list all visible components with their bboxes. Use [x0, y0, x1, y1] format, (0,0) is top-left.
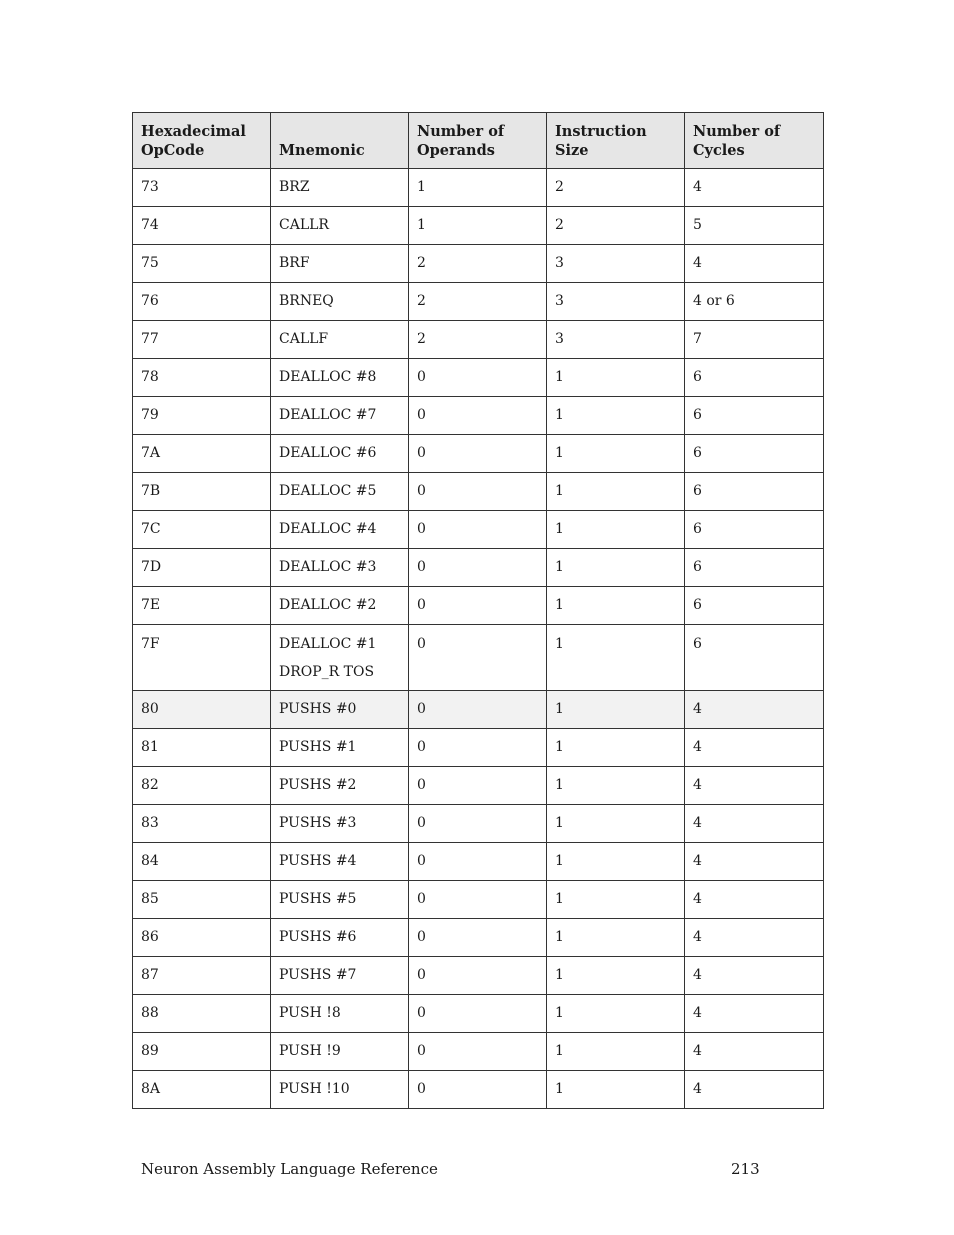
cell-opcode: 7F	[133, 625, 271, 691]
mnemonic-line: PUSHS #4	[279, 853, 357, 869]
table-row	[133, 995, 824, 1033]
cell-size: 1	[547, 957, 685, 995]
cell-opcode: 75	[133, 245, 271, 283]
mnemonic-line: DEALLOC #7	[279, 407, 377, 423]
cell-size: 1	[547, 511, 685, 549]
cell-cycles: 4	[685, 1033, 824, 1071]
table-row	[133, 1071, 824, 1109]
table-row	[133, 359, 824, 397]
cell-cycles: 7	[685, 321, 824, 359]
header-cycles	[685, 113, 824, 169]
cell-mnemonic	[271, 397, 409, 435]
cell-operands: 0	[409, 1071, 547, 1109]
cell-operands: 0	[409, 995, 547, 1033]
cell-cycles: 6	[685, 359, 824, 397]
cell-operands: 0	[409, 511, 547, 549]
mnemonic-line: PUSHS #0	[279, 701, 357, 717]
table-header	[133, 113, 824, 169]
mnemonic-line: BRF	[279, 255, 310, 271]
cell-opcode: 7D	[133, 549, 271, 587]
cell-opcode: 79	[133, 397, 271, 435]
cell-operands: 0	[409, 843, 547, 881]
cell-cycles: 4	[685, 1071, 824, 1109]
cell-opcode: 84	[133, 843, 271, 881]
cell-cycles: 4	[685, 957, 824, 995]
cell-mnemonic	[271, 625, 409, 691]
mnemonic-line: DEALLOC #5	[279, 483, 377, 499]
cell-size: 3	[547, 321, 685, 359]
mnemonic-line: PUSH !8	[279, 1005, 341, 1021]
cell-opcode: 83	[133, 805, 271, 843]
header-size-line-2: Size	[555, 142, 589, 159]
header-cycles-line-1: Number of	[693, 123, 781, 140]
mnemonic-line: PUSHS #3	[279, 815, 357, 831]
cell-opcode: 8A	[133, 1071, 271, 1109]
table-row	[133, 321, 824, 359]
cell-operands: 0	[409, 1033, 547, 1071]
cell-size: 3	[547, 283, 685, 321]
cell-size: 1	[547, 473, 685, 511]
cell-size: 1	[547, 767, 685, 805]
mnemonic-line: DEALLOC #4	[279, 521, 377, 537]
cell-operands: 0	[409, 767, 547, 805]
table-row	[133, 691, 824, 729]
cell-opcode: 85	[133, 881, 271, 919]
cell-cycles: 6	[685, 435, 824, 473]
cell-opcode: 74	[133, 207, 271, 245]
mnemonic-line: CALLF	[279, 331, 329, 347]
cell-mnemonic	[271, 995, 409, 1033]
cell-mnemonic	[271, 207, 409, 245]
cell-size: 1	[547, 881, 685, 919]
mnemonic-line: DEALLOC #2	[279, 597, 377, 613]
table-row	[133, 881, 824, 919]
cell-cycles: 6	[685, 587, 824, 625]
cell-operands: 0	[409, 359, 547, 397]
mnemonic-line: PUSHS #1	[279, 739, 357, 755]
cell-size: 1	[547, 843, 685, 881]
table-row	[133, 245, 824, 283]
mnemonic-line: PUSH !9	[279, 1043, 341, 1059]
mnemonic-line: PUSHS #7	[279, 967, 357, 983]
table-row	[133, 729, 824, 767]
table-row	[133, 625, 824, 691]
cell-cycles: 4	[685, 995, 824, 1033]
table-row	[133, 283, 824, 321]
cell-mnemonic	[271, 587, 409, 625]
table-row	[133, 843, 824, 881]
header-opcode	[133, 113, 271, 169]
cell-cycles: 4	[685, 919, 824, 957]
mnemonic-line: PUSHS #6	[279, 929, 357, 945]
cell-cycles: 6	[685, 397, 824, 435]
cell-size: 1	[547, 1033, 685, 1071]
cell-size: 3	[547, 245, 685, 283]
cell-operands: 0	[409, 435, 547, 473]
table-row	[133, 587, 824, 625]
cell-opcode: 7A	[133, 435, 271, 473]
cell-mnemonic	[271, 957, 409, 995]
mnemonic-line: DEALLOC #3	[279, 559, 377, 575]
cell-opcode: 88	[133, 995, 271, 1033]
mnemonic-line: BRZ	[279, 179, 310, 195]
header-operands-line-1: Number of	[417, 123, 505, 140]
mnemonic-line: CALLR	[279, 217, 329, 233]
cell-cycles: 6	[685, 511, 824, 549]
cell-mnemonic	[271, 359, 409, 397]
cell-opcode: 89	[133, 1033, 271, 1071]
cell-operands: 0	[409, 549, 547, 587]
cell-mnemonic	[271, 245, 409, 283]
cell-operands: 0	[409, 473, 547, 511]
cell-opcode: 78	[133, 359, 271, 397]
cell-operands: 0	[409, 625, 547, 691]
cell-mnemonic	[271, 283, 409, 321]
cell-opcode: 7C	[133, 511, 271, 549]
table-row	[133, 397, 824, 435]
cell-size: 1	[547, 919, 685, 957]
cell-cycles: 4	[685, 843, 824, 881]
cell-cycles: 4	[685, 245, 824, 283]
mnemonic-line: PUSHS #2	[279, 777, 357, 793]
cell-operands: 1	[409, 207, 547, 245]
cell-opcode: 73	[133, 169, 271, 207]
header-size-line-1: Instruction	[555, 123, 647, 140]
cell-opcode: 86	[133, 919, 271, 957]
cell-size: 2	[547, 207, 685, 245]
cell-cycles: 4	[685, 691, 824, 729]
cell-mnemonic	[271, 321, 409, 359]
table-row	[133, 169, 824, 207]
cell-mnemonic	[271, 881, 409, 919]
table-row	[133, 435, 824, 473]
header-opcode-line-2: OpCode	[141, 142, 205, 159]
footer-document-title: Neuron Assembly Language Reference	[141, 1160, 438, 1178]
mnemonic-line: DEALLOC #6	[279, 445, 377, 461]
table-row	[133, 511, 824, 549]
header-row	[133, 113, 824, 169]
cell-cycles: 6	[685, 473, 824, 511]
cell-mnemonic	[271, 729, 409, 767]
mnemonic-line: PUSHS #5	[279, 891, 357, 907]
table-row	[133, 957, 824, 995]
table-body	[133, 169, 824, 1109]
mnemonic-line: DEALLOC #1	[279, 636, 377, 652]
cell-operands: 0	[409, 691, 547, 729]
cell-mnemonic	[271, 805, 409, 843]
cell-operands: 1	[409, 169, 547, 207]
header-opcode-line-1: Hexadecimal	[141, 123, 246, 140]
cell-operands: 0	[409, 919, 547, 957]
cell-opcode: 81	[133, 729, 271, 767]
table-row	[133, 473, 824, 511]
cell-operands: 0	[409, 587, 547, 625]
cell-opcode: 87	[133, 957, 271, 995]
cell-cycles: 4	[685, 805, 824, 843]
cell-cycles: 4	[685, 169, 824, 207]
cell-cycles: 4	[685, 881, 824, 919]
cell-operands: 0	[409, 957, 547, 995]
cell-mnemonic	[271, 691, 409, 729]
cell-cycles: 6	[685, 549, 824, 587]
cell-size: 1	[547, 995, 685, 1033]
table-row	[133, 207, 824, 245]
cell-cycles: 6	[685, 625, 824, 691]
header-operands	[409, 113, 547, 169]
mnemonic-line: PUSH !10	[279, 1081, 350, 1097]
cell-mnemonic	[271, 919, 409, 957]
cell-size: 1	[547, 587, 685, 625]
cell-operands: 0	[409, 729, 547, 767]
cell-size: 1	[547, 625, 685, 691]
cell-size: 1	[547, 435, 685, 473]
cell-operands: 0	[409, 397, 547, 435]
cell-operands: 2	[409, 245, 547, 283]
cell-opcode: 76	[133, 283, 271, 321]
cell-mnemonic	[271, 843, 409, 881]
table-row	[133, 919, 824, 957]
mnemonic-line: DROP_R TOS	[279, 664, 375, 680]
cell-size: 1	[547, 729, 685, 767]
cell-opcode: 82	[133, 767, 271, 805]
cell-mnemonic	[271, 511, 409, 549]
cell-size: 1	[547, 691, 685, 729]
cell-size: 1	[547, 805, 685, 843]
table-row	[133, 1033, 824, 1071]
cell-opcode: 7E	[133, 587, 271, 625]
cell-operands: 0	[409, 805, 547, 843]
cell-cycles: 4	[685, 729, 824, 767]
cell-cycles: 4 or 6	[685, 283, 824, 321]
cell-operands: 0	[409, 881, 547, 919]
cell-operands: 2	[409, 321, 547, 359]
cell-mnemonic	[271, 1033, 409, 1071]
table-row	[133, 805, 824, 843]
cell-size: 1	[547, 359, 685, 397]
cell-operands: 2	[409, 283, 547, 321]
header-mnemonic-line-2: Mnemonic	[279, 142, 365, 159]
cell-mnemonic	[271, 1071, 409, 1109]
table-row	[133, 549, 824, 587]
footer-page-number: 213	[731, 1160, 760, 1178]
cell-mnemonic	[271, 169, 409, 207]
mnemonic-line: DEALLOC #8	[279, 369, 377, 385]
cell-size: 1	[547, 549, 685, 587]
header-cycles-line-2: Cycles	[693, 142, 745, 159]
cell-opcode: 7B	[133, 473, 271, 511]
cell-size: 1	[547, 1071, 685, 1109]
cell-size: 1	[547, 397, 685, 435]
cell-mnemonic	[271, 549, 409, 587]
header-operands-line-2: Operands	[417, 142, 495, 159]
cell-mnemonic	[271, 435, 409, 473]
cell-cycles: 5	[685, 207, 824, 245]
cell-opcode: 77	[133, 321, 271, 359]
cell-mnemonic	[271, 473, 409, 511]
table-row	[133, 767, 824, 805]
cell-size: 2	[547, 169, 685, 207]
header-mnemonic	[271, 113, 409, 169]
cell-cycles: 4	[685, 767, 824, 805]
header-size	[547, 113, 685, 169]
opcode-table	[132, 112, 824, 1109]
mnemonic-line: BRNEQ	[279, 293, 334, 309]
cell-opcode: 80	[133, 691, 271, 729]
cell-mnemonic	[271, 767, 409, 805]
